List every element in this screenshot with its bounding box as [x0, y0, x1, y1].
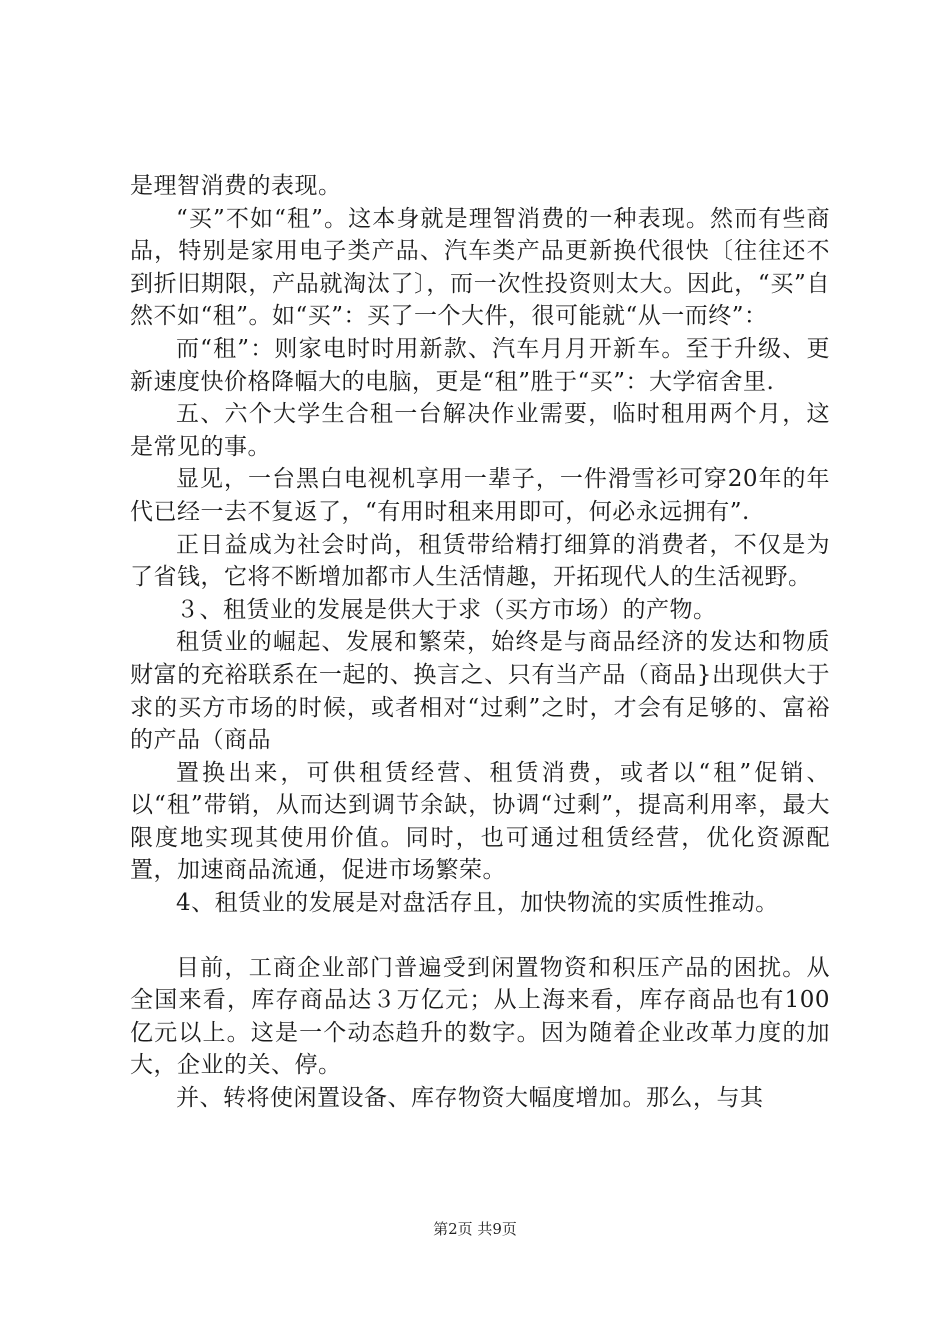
paragraph: 而“租”：则家电时时用新款、汽车月月开新车。至于升级、更新速度快价格降幅大的电脑，更是“租”胜于“买”：大学宿舍里.: [130, 335, 830, 395]
paragraph: 是理智消费的表现。: [130, 173, 342, 199]
document-body: [130, 170, 830, 1115]
page-number-footer: 第2页 共9页: [433, 1220, 517, 1238]
paragraph: 并、转将使闲置设备、库存物资大幅度增加。那么，与其: [176, 1085, 764, 1112]
paragraph: 显见，一台黑白电视机享用一辈子，一件滑雪衫可穿20年的年代已经一去不复返了，“有用时租来用即可，何必永远拥有”.: [130, 466, 830, 525]
paragraph: “买”不如“租”。这本身就是理智消费的一种表现。然而有些商品，特别是家用电子类产品、汽车类产品更新换代很快〔往往还不到折旧期限，产品就淘汰了〕，而一次性投资则太大。因此，“买”自然不如“租”。如“买”：买了一个大件，很可能就“从一而终”：: [130, 205, 830, 330]
paragraph: 4、租赁业的发展是对盘活存且，加快物流的实质性推动。: [176, 890, 779, 917]
paragraph: 置换出来，可供租赁经营、租赁消费，或者以“租”促销、以“租”带销，从而达到调节余缺，协调“过剩”，提高利用率，最大限度地实现其使用价值。同时，也可通过租赁经营，优化资源配置，加速商品流通，促进市场繁荣。: [130, 759, 830, 884]
paragraph: ３、租赁业的发展是供大于求（买方市场）的产物。: [176, 596, 717, 623]
paragraph: 租赁业的崛起、发展和繁荣，始终是与商品经济的发达和物质财富的充裕联系在一起的、换言之、只有当产品（商品}出现供大于求的买方市场的时候，或者相对“过剩”之时，才会有足够的、富裕的产品（商品: [130, 629, 830, 754]
paragraph: 正日益成为社会时尚，租赁带给精打细算的消费者，不仅是为了省钱，它将不断增加都市人生活情趣，开拓现代人的生活视野。: [130, 531, 830, 591]
paragraph: 五、六个大学生合租一台解决作业需要，临时租用两个月，这是常见的事。: [130, 401, 830, 460]
paragraph: 目前，工商企业部门普遍受到闲置物资和积压产品的困扰。从全国来看，库存商品达３万亿元；从上海来看，库存商品也有100亿元以上。这是一个动态趋升的数字。因为随着企业改革力度的加大，企业的关、停。: [130, 954, 830, 1079]
